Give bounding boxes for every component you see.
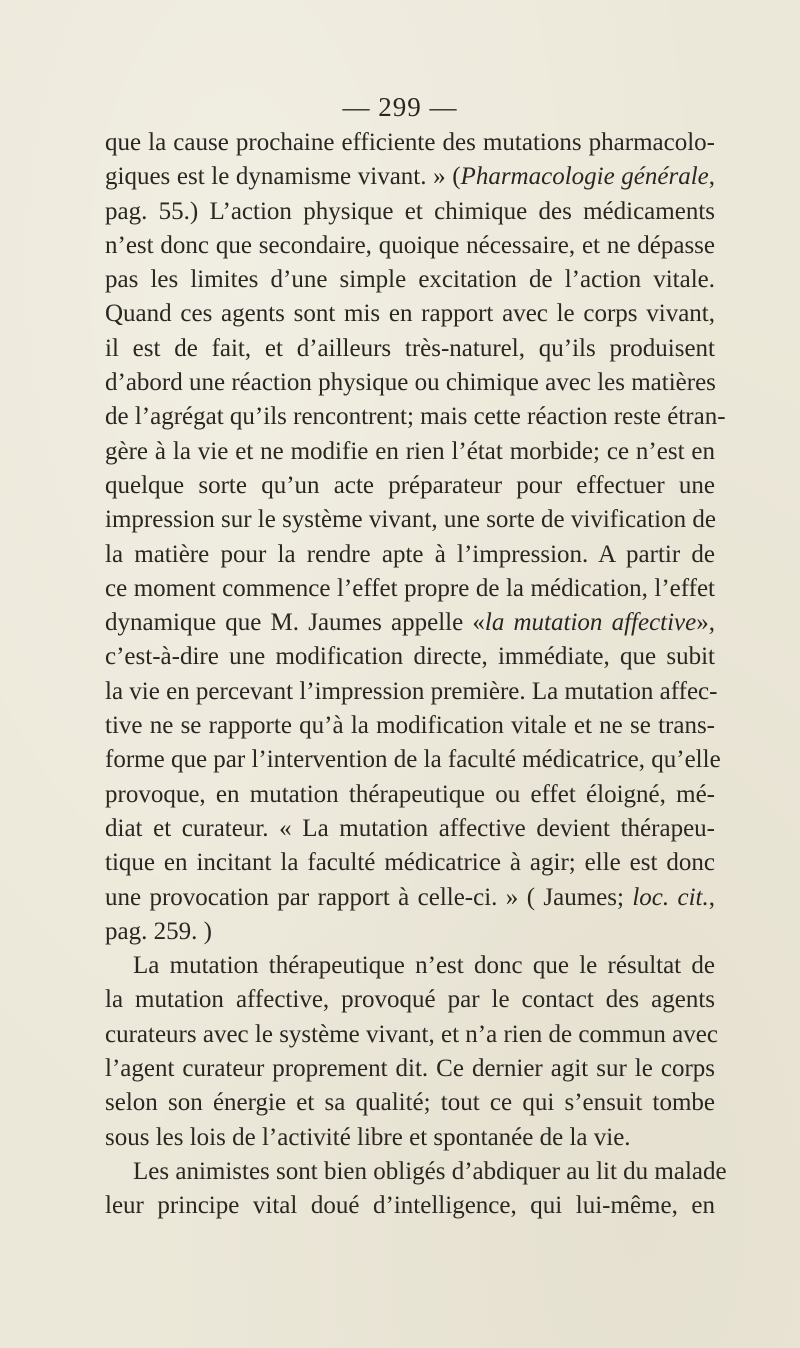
text-line: pag. 259. ) (105, 917, 212, 945)
text-line: Les animistes sont bien obligés d’abdiquer au lit du malade (133, 1157, 727, 1185)
text-line: pag. 55.) L’action physique et chimique des médicaments (105, 197, 715, 225)
paragraph (105, 126, 726, 949)
text-line: provoque, en mutation thérapeutique ou effet éloigné, mé- (105, 780, 715, 808)
text-line: l’agent curateur proprement dit. Ce dernier agit sur le corps (105, 1055, 715, 1083)
text-line: selon son énergie et sa qualité; tout ce qui s’ensuit tombe (105, 1089, 715, 1117)
paragraph (105, 1155, 727, 1224)
paragraph (105, 949, 718, 1155)
text-line: sous les lois de l’activité libre et spontanée de la vie. (105, 1123, 631, 1151)
text-line: La mutation thérapeutique n’est donc que le résultat de (133, 952, 715, 980)
text-line: Quand ces agents sont mis en rapport avec le corps vivant, (105, 300, 715, 328)
text-line: ce moment commence l’effet propre de la médication, l’effet (105, 574, 715, 602)
text-line: la matière pour la rendre apte à l’impression. A partir de (105, 540, 715, 568)
italic-citation: loc. cit. (632, 883, 709, 911)
text-line: c’est-à-dire une modification directe, immédiate, que subit (105, 643, 715, 671)
text-line: dynamique que M. Jaumes appelle «la mutation affective», (105, 609, 716, 637)
text-line: forme que par l’intervention de la faculté médicatrice, qu’elle (105, 746, 721, 774)
italic-citation: la mutation affective (484, 609, 697, 637)
text-line: gère à la vie et ne modifie en rien l’état morbide; ce n’est en (105, 437, 715, 465)
text-line: de l’agrégat qu’ils rencontrent; mais cette réaction reste étran- (105, 403, 726, 431)
text-line: d’abord une réaction physique ou chimique avec les matières (105, 369, 716, 397)
text-line: la mutation affective, provoqué par le contact des agents (105, 986, 715, 1014)
text-line: giques est le dynamisme vivant. » (Pharmacologie générale, (105, 163, 716, 191)
text-line: curateurs avec le système vivant, et n’a rien de commun avec (105, 1020, 718, 1048)
text-line: quelque sorte qu’un acte préparateur pour effectuer une (105, 471, 715, 499)
page-number: — 299 — (342, 92, 458, 122)
text-line: diat et curateur. « La mutation affective devient thérapeu- (105, 814, 715, 842)
text-line: une provocation par rapport à celle-ci. » ( Jaumes; loc. cit., (105, 883, 715, 911)
text-line: impression sur le système vivant, une sorte de vivification de (105, 506, 716, 534)
text-line: n’est donc que secondaire, quoique nécessaire, et ne dépasse (105, 231, 715, 259)
italic-citation: Pharmacologie générale (460, 163, 709, 191)
text-line: pas les limites d’une simple excitation de l’action vitale. (105, 266, 715, 294)
body-text (105, 126, 727, 1224)
text-line: tive ne se rapporte qu’à la modification vitale et ne se trans- (105, 712, 715, 740)
text-line: il est de fait, et d’ailleurs très-naturel, qu’ils produisent (105, 334, 715, 362)
text-line: que la cause prochaine efficiente des mutations pharmacolo- (105, 129, 715, 156)
text-line: tique en incitant la faculté médicatrice à agir; elle est donc (105, 849, 715, 877)
text-line: leur principe vital doué d’intelligence, qui lui-même, en (105, 1192, 715, 1220)
text-line: la vie en percevant l’impression première. La mutation affec- (105, 677, 718, 705)
